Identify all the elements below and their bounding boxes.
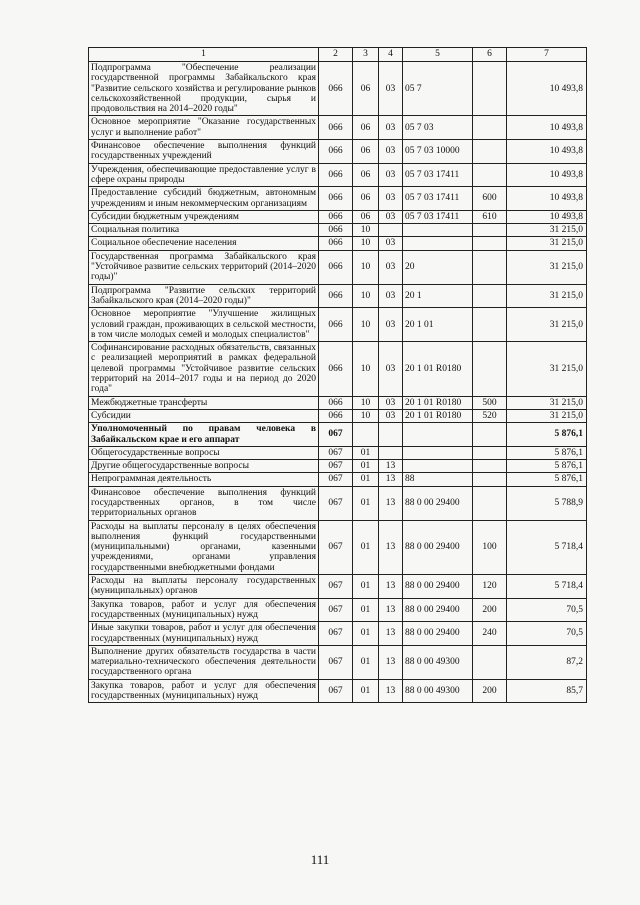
cell-razdel: 06 [353,140,379,164]
table-row [89,622,587,646]
header-cell: 4 [379,48,403,62]
cell-vr [473,140,507,164]
cell-vr: 200 [473,679,507,703]
cell-sum: 5 718,4 [507,520,587,574]
table-row [89,62,587,116]
cell-vedomstvo: 067 [319,486,353,520]
cell-razdel: 10 [353,237,379,250]
cell-vedomstvo: 066 [319,342,353,396]
header-cell: 2 [319,48,353,62]
cell-podrazdel: 03 [379,187,403,211]
table-row [89,473,587,486]
cell-podrazdel: 03 [379,284,403,308]
cell-name: Другие общегосударственные вопросы [89,460,319,473]
cell-vedomstvo: 066 [319,116,353,140]
cell-podrazdel [379,224,403,237]
cell-podrazdel: 13 [379,645,403,679]
table-row [89,210,587,223]
cell-name: Предоставление субсидий бюджетным, автономным учреждениям и иным некоммерческим организациям [89,187,319,211]
table-row [89,140,587,164]
cell-razdel: 01 [353,622,379,646]
cell-name: Непрограммная деятельность [89,473,319,486]
cell-razdel: 10 [353,342,379,396]
cell-name: Межбюджетные трансферты [89,396,319,409]
cell-sum: 31 215,0 [507,342,587,396]
cell-vedomstvo: 067 [319,520,353,574]
cell-vedomstvo: 066 [319,224,353,237]
table-body [89,48,587,703]
cell-podrazdel: 13 [379,460,403,473]
cell-csr: 05 7 03 17411 [403,210,473,223]
cell-name: Закупка товаров, работ и услуг для обеспечения государственных (муниципальных) нужд [89,679,319,703]
table-row [89,163,587,187]
cell-podrazdel: 13 [379,598,403,622]
cell-sum: 5 876,1 [507,423,587,447]
cell-vr [473,486,507,520]
cell-csr: 20 1 01 R0180 [403,396,473,409]
cell-csr: 88 0 00 29400 [403,520,473,574]
cell-razdel: 01 [353,575,379,599]
cell-podrazdel: 03 [379,308,403,342]
header-cell: 1 [89,48,319,62]
cell-razdel: 01 [353,598,379,622]
cell-podrazdel: 03 [379,342,403,396]
cell-razdel: 10 [353,308,379,342]
cell-name: Субсидии [89,409,319,422]
cell-podrazdel: 13 [379,679,403,703]
table-row [89,224,587,237]
cell-name: Иные закупки товаров, работ и услуг для обеспечения государственных (муниципальных) нужд [89,622,319,646]
table-row [89,250,587,284]
cell-vedomstvo: 067 [319,446,353,459]
cell-sum: 10 493,8 [507,163,587,187]
cell-podrazdel [379,446,403,459]
cell-razdel: 06 [353,62,379,116]
cell-vr: 240 [473,622,507,646]
cell-vr [473,250,507,284]
table-header-row [89,48,587,62]
cell-csr: 05 7 [403,62,473,116]
cell-csr: 20 1 [403,284,473,308]
table-row [89,187,587,211]
cell-csr: 88 0 00 49300 [403,645,473,679]
cell-vr [473,284,507,308]
cell-vr [473,163,507,187]
cell-razdel: 01 [353,520,379,574]
cell-podrazdel: 03 [379,140,403,164]
cell-csr: 20 [403,250,473,284]
cell-sum: 87,2 [507,645,587,679]
cell-sum: 5 876,1 [507,460,587,473]
table-row [89,237,587,250]
cell-csr [403,224,473,237]
page-number: 111 [310,852,330,867]
cell-razdel: 01 [353,679,379,703]
cell-sum: 31 215,0 [507,396,587,409]
cell-sum: 31 215,0 [507,284,587,308]
cell-vr [473,473,507,486]
cell-sum: 31 215,0 [507,308,587,342]
cell-csr: 20 1 01 [403,308,473,342]
cell-sum: 10 493,8 [507,140,587,164]
cell-name: Выполнение других обязательств государства в части материально-технического обеспечения деятельности государственного органа [89,645,319,679]
cell-razdel: 10 [353,224,379,237]
table-row [89,645,587,679]
cell-vr: 200 [473,598,507,622]
cell-vr: 610 [473,210,507,223]
cell-csr: 20 1 01 R0180 [403,409,473,422]
cell-sum: 10 493,8 [507,187,587,211]
cell-name: Софинансирование расходных обязательств, связанных с реализацией мероприятий в рамках федеральной целевой программы "Устойчивое развитие сельских территорий на 2014–2017 годы и на период до 2020 года" [89,342,319,396]
cell-podrazdel: 03 [379,396,403,409]
table-row [89,486,587,520]
table-row [89,116,587,140]
cell-vr: 520 [473,409,507,422]
cell-podrazdel: 13 [379,520,403,574]
cell-vr [473,423,507,447]
cell-csr [403,460,473,473]
cell-name: Подпрограмма "Обеспечение реализации государственной программы Забайкальского края "Развитие сельского хозяйства и регулирование рынков сельскохозяйственной продукции, сырья и продовольствия на 2014–2020 годы" [89,62,319,116]
cell-name: Субсидии бюджетным учреждениям [89,210,319,223]
table-row [89,396,587,409]
cell-vr [473,342,507,396]
cell-name: Расходы на выплаты персоналу в целях обеспечения выполнения функций государственными (муниципальными) органами, казенными учреждениями, органами управления государственными внебюджетными фондами [89,520,319,574]
cell-sum: 10 493,8 [507,62,587,116]
cell-name: Основное мероприятие "Улучшение жилищных условий граждан, проживающих в сельской местности, в том числе молодых семей и молодых специалистов" [89,308,319,342]
cell-sum: 5 876,1 [507,473,587,486]
cell-sum: 31 215,0 [507,237,587,250]
cell-vr: 600 [473,187,507,211]
cell-podrazdel: 03 [379,250,403,284]
cell-podrazdel: 13 [379,486,403,520]
cell-sum: 70,5 [507,598,587,622]
cell-csr: 05 7 03 10000 [403,140,473,164]
cell-vr [473,645,507,679]
table-row [89,284,587,308]
cell-razdel: 10 [353,250,379,284]
cell-csr: 05 7 03 17411 [403,163,473,187]
cell-podrazdel: 03 [379,210,403,223]
header-cell: 5 [403,48,473,62]
cell-sum: 5 718,4 [507,575,587,599]
cell-razdel: 01 [353,645,379,679]
cell-name: Финансовое обеспечение выполнения функций государственных учреждений [89,140,319,164]
cell-vedomstvo: 067 [319,679,353,703]
cell-csr [403,423,473,447]
table-row [89,598,587,622]
cell-vedomstvo: 067 [319,622,353,646]
cell-podrazdel: 13 [379,622,403,646]
cell-vedomstvo: 066 [319,237,353,250]
cell-podrazdel [379,423,403,447]
cell-vedomstvo: 067 [319,423,353,447]
cell-vr [473,308,507,342]
cell-name: Закупка товаров, работ и услуг для обеспечения государственных (муниципальных) нужд [89,598,319,622]
cell-podrazdel: 13 [379,575,403,599]
cell-vedomstvo: 066 [319,187,353,211]
cell-csr: 88 0 00 29400 [403,486,473,520]
cell-vr: 500 [473,396,507,409]
cell-vr: 120 [473,575,507,599]
budget-table [88,47,587,703]
table-row [89,575,587,599]
table-row [89,423,587,447]
cell-vedomstvo: 067 [319,473,353,486]
cell-sum: 31 215,0 [507,224,587,237]
cell-name: Подпрограмма "Развитие сельских территорий Забайкальского края (2014–2020 годы)" [89,284,319,308]
cell-razdel: 06 [353,116,379,140]
cell-razdel: 10 [353,409,379,422]
cell-vedomstvo: 066 [319,308,353,342]
cell-csr: 88 [403,473,473,486]
header-cell: 3 [353,48,379,62]
cell-razdel: 06 [353,210,379,223]
table-row [89,446,587,459]
cell-vr [473,62,507,116]
cell-podrazdel: 03 [379,62,403,116]
cell-name: Учреждения, обеспечивающие предоставление услуг в сфере охраны природы [89,163,319,187]
cell-csr: 88 0 00 29400 [403,575,473,599]
cell-sum: 31 215,0 [507,250,587,284]
cell-razdel [353,423,379,447]
table-row [89,342,587,396]
cell-vedomstvo: 067 [319,645,353,679]
table-row [89,679,587,703]
cell-vedomstvo: 067 [319,460,353,473]
header-cell: 6 [473,48,507,62]
cell-name: Расходы на выплаты персоналу государственных (муниципальных) органов [89,575,319,599]
cell-razdel: 01 [353,446,379,459]
cell-csr: 88 0 00 29400 [403,598,473,622]
cell-csr [403,446,473,459]
cell-podrazdel: 03 [379,116,403,140]
cell-razdel: 10 [353,284,379,308]
cell-razdel: 01 [353,473,379,486]
cell-sum: 5 876,1 [507,446,587,459]
cell-razdel: 01 [353,460,379,473]
cell-name: Общегосударственные вопросы [89,446,319,459]
cell-razdel: 06 [353,163,379,187]
cell-vr [473,237,507,250]
cell-sum: 10 493,8 [507,116,587,140]
cell-vr: 100 [473,520,507,574]
table-row [89,460,587,473]
cell-sum: 85,7 [507,679,587,703]
cell-name: Социальная политика [89,224,319,237]
cell-name: Основное мероприятие "Оказание государственных услуг и выполнение работ" [89,116,319,140]
cell-name: Социальное обеспечение населения [89,237,319,250]
cell-vr [473,460,507,473]
cell-name: Уполномоченный по правам человека в Забайкальском крае и его аппарат [89,423,319,447]
cell-csr [403,237,473,250]
cell-vedomstvo: 067 [319,575,353,599]
cell-vedomstvo: 066 [319,163,353,187]
cell-csr: 88 0 00 29400 [403,622,473,646]
cell-vedomstvo: 066 [319,409,353,422]
cell-vr [473,116,507,140]
cell-sum: 5 788,9 [507,486,587,520]
cell-csr: 20 1 01 R0180 [403,342,473,396]
cell-podrazdel: 03 [379,163,403,187]
cell-csr: 05 7 03 17411 [403,187,473,211]
cell-sum: 31 215,0 [507,409,587,422]
cell-vedomstvo: 066 [319,284,353,308]
table-row [89,308,587,342]
table-row [89,520,587,574]
cell-vr [473,224,507,237]
cell-vedomstvo: 066 [319,250,353,284]
cell-razdel: 06 [353,187,379,211]
cell-vedomstvo: 066 [319,396,353,409]
cell-vedomstvo: 067 [319,598,353,622]
cell-vr [473,446,507,459]
cell-podrazdel: 03 [379,409,403,422]
cell-vedomstvo: 066 [319,210,353,223]
cell-sum: 10 493,8 [507,210,587,223]
cell-name: Финансовое обеспечение выполнения функций государственных органов, в том числе территориальных органов [89,486,319,520]
cell-name: Государственная программа Забайкальского края "Устойчивое развитие сельских территорий (2014–2020 годы)" [89,250,319,284]
cell-vedomstvo: 066 [319,140,353,164]
header-cell: 7 [507,48,587,62]
cell-csr: 88 0 00 49300 [403,679,473,703]
cell-razdel: 10 [353,396,379,409]
cell-csr: 05 7 03 [403,116,473,140]
cell-razdel: 01 [353,486,379,520]
cell-vedomstvo: 066 [319,62,353,116]
cell-sum: 70,5 [507,622,587,646]
cell-podrazdel: 13 [379,473,403,486]
cell-podrazdel: 03 [379,237,403,250]
table-row [89,409,587,422]
